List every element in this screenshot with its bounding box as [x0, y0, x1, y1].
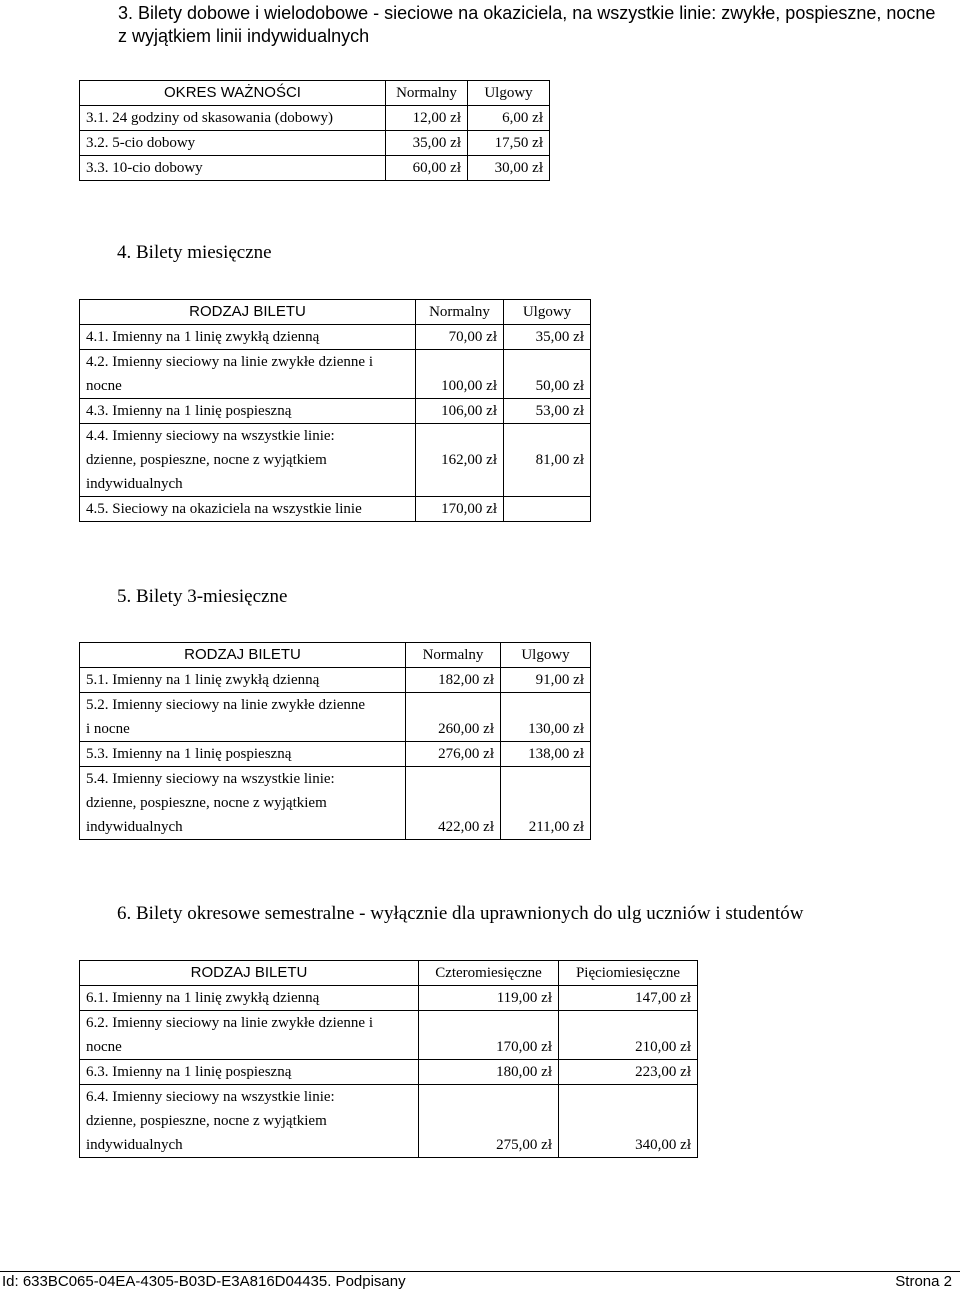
- price-reduced: [504, 497, 591, 522]
- row-label: 5.1. Imienny na 1 linię zwykłą dzienną: [80, 668, 406, 693]
- table-row: [80, 131, 550, 156]
- row-label: [80, 1085, 419, 1158]
- row-label: 5.3. Imienny na 1 linię pospieszną: [80, 742, 406, 767]
- row-label-line: dzienne, pospieszne, nocne z wyjątkiem: [86, 795, 327, 811]
- price-four-months: 170,00 zł: [419, 1011, 559, 1060]
- row-label: 3.3. 10-cio dobowy: [80, 156, 386, 181]
- price-normal: 182,00 zł: [406, 668, 501, 693]
- col-header-five-months: Pięciomiesięczne: [559, 961, 698, 986]
- price-five-months: 223,00 zł: [559, 1060, 698, 1085]
- row-label-line: indywidualnych: [86, 819, 183, 835]
- table-header: [80, 961, 698, 986]
- table-row: [80, 767, 591, 840]
- price-reduced: 138,00 zł: [501, 742, 591, 767]
- row-label: 4.3. Imienny na 1 linię pospieszną: [80, 399, 416, 424]
- row-label-line: 4.4. Imienny sieciowy na wszystkie linie:: [86, 428, 335, 444]
- table-row: [80, 1085, 698, 1158]
- table-row: [80, 156, 550, 181]
- price-reduced: 81,00 zł: [504, 424, 591, 497]
- table-row: [80, 693, 591, 742]
- col-header-type: RODZAJ BILETU: [80, 300, 416, 325]
- row-label-line: nocne: [86, 1039, 122, 1055]
- price-normal: 12,00 zł: [386, 106, 468, 131]
- row-label-line: 5.2. Imienny sieciowy na linie zwykłe dzienne: [86, 697, 366, 713]
- col-header-normal: Normalny: [406, 643, 501, 668]
- col-header-type: RODZAJ BILETU: [80, 961, 419, 986]
- table-row: [80, 106, 550, 131]
- price-reduced: 35,00 zł: [504, 325, 591, 350]
- table-row: [80, 497, 591, 522]
- table-header: [80, 81, 550, 106]
- row-label-line: dzienne, pospieszne, nocne z wyjątkiem: [86, 1113, 327, 1129]
- table-row: [80, 424, 591, 497]
- table-row: [80, 1011, 698, 1060]
- table-row: [80, 350, 591, 399]
- price-reduced: 50,00 zł: [504, 350, 591, 399]
- col-header-type: RODZAJ BILETU: [80, 643, 406, 668]
- price-normal: 70,00 zł: [416, 325, 504, 350]
- price-normal: 60,00 zł: [386, 156, 468, 181]
- row-label: [80, 424, 416, 497]
- price-normal: 106,00 zł: [416, 399, 504, 424]
- row-label: [80, 1011, 419, 1060]
- table-row: [80, 986, 698, 1011]
- price-normal: 100,00 zł: [416, 350, 504, 399]
- price-reduced: 130,00 zł: [501, 693, 591, 742]
- table-header: [80, 643, 591, 668]
- table-daily-tickets: [79, 80, 550, 181]
- section-3-heading: 3. Bilety dobowe i wielodobowe - sieciowe na okaziciela, na wszystkie linie: zwykłe, pospieszne, nocne z wyjątkiem linii indywidualnych: [118, 3, 936, 46]
- price-reduced: 6,00 zł: [468, 106, 550, 131]
- price-normal: 170,00 zł: [416, 497, 504, 522]
- col-header-reduced: Ulgowy: [468, 81, 550, 106]
- document-id: Id: 633BC065-04EA-4305-B03D-E3A816D04435. Podpisany: [2, 1273, 406, 1290]
- price-normal: 422,00 zł: [406, 767, 501, 840]
- row-label: 4.1. Imienny na 1 linię zwykłą dzienną: [80, 325, 416, 350]
- page-footer: [0, 1271, 960, 1292]
- price-normal: 276,00 zł: [406, 742, 501, 767]
- row-label-line: 6.4. Imienny sieciowy na wszystkie linie:: [86, 1089, 335, 1105]
- price-normal: 162,00 zł: [416, 424, 504, 497]
- section-4-heading: 4. Bilety miesięczne: [117, 242, 272, 263]
- price-five-months: 340,00 zł: [559, 1085, 698, 1158]
- row-label: 6.1. Imienny na 1 linię zwykłą dzienną: [80, 986, 419, 1011]
- row-label-line: 4.2. Imienny sieciowy na linie zwykłe dzienne i: [86, 354, 373, 370]
- table-header: [80, 300, 591, 325]
- col-header-normal: Normalny: [416, 300, 504, 325]
- table-row: [80, 399, 591, 424]
- col-header-period: OKRES WAŻNOŚCI: [80, 81, 386, 106]
- row-label: 3.2. 5-cio dobowy: [80, 131, 386, 156]
- table-row: [80, 325, 591, 350]
- table-quarterly-tickets: [79, 642, 591, 840]
- row-label: [80, 350, 416, 399]
- row-label: [80, 767, 406, 840]
- price-four-months: 275,00 zł: [419, 1085, 559, 1158]
- table-semester-tickets: [79, 960, 698, 1158]
- table-row: [80, 668, 591, 693]
- price-five-months: 147,00 zł: [559, 986, 698, 1011]
- col-header-normal: Normalny: [386, 81, 468, 106]
- col-header-reduced: Ulgowy: [501, 643, 591, 668]
- price-reduced: 211,00 zł: [501, 767, 591, 840]
- price-normal: 35,00 zł: [386, 131, 468, 156]
- row-label-line: i nocne: [86, 721, 130, 737]
- price-normal: 260,00 zł: [406, 693, 501, 742]
- row-label-line: 6.2. Imienny sieciowy na linie zwykłe dzienne i: [86, 1015, 373, 1031]
- row-label-line: nocne: [86, 378, 122, 394]
- row-label: [80, 693, 406, 742]
- section-5-heading: 5. Bilety 3-miesięczne: [117, 586, 288, 607]
- col-header-reduced: Ulgowy: [504, 300, 591, 325]
- price-four-months: 119,00 zł: [419, 986, 559, 1011]
- section-6-heading: 6. Bilety okresowe semestralne - wyłącznie dla uprawnionych do ulg uczniów i studentów: [117, 903, 804, 924]
- row-label: 4.5. Sieciowy na okaziciela na wszystkie linie: [80, 497, 416, 522]
- price-reduced: 53,00 zł: [504, 399, 591, 424]
- price-reduced: 30,00 zł: [468, 156, 550, 181]
- price-five-months: 210,00 zł: [559, 1011, 698, 1060]
- col-header-four-months: Czteromiesięczne: [419, 961, 559, 986]
- table-row: [80, 742, 591, 767]
- row-label-line: 5.4. Imienny sieciowy na wszystkie linie:: [86, 771, 335, 787]
- table-monthly-tickets: [79, 299, 591, 522]
- row-label: 3.1. 24 godziny od skasowania (dobowy): [80, 106, 386, 131]
- price-reduced: 91,00 zł: [501, 668, 591, 693]
- page-number: Strona 2: [895, 1273, 952, 1290]
- table-row: [80, 1060, 698, 1085]
- row-label: 6.3. Imienny na 1 linię pospieszną: [80, 1060, 419, 1085]
- row-label-line: indywidualnych: [86, 476, 183, 492]
- row-label-line: indywidualnych: [86, 1137, 183, 1153]
- price-reduced: 17,50 zł: [468, 131, 550, 156]
- row-label-line: dzienne, pospieszne, nocne z wyjątkiem: [86, 452, 327, 468]
- price-four-months: 180,00 zł: [419, 1060, 559, 1085]
